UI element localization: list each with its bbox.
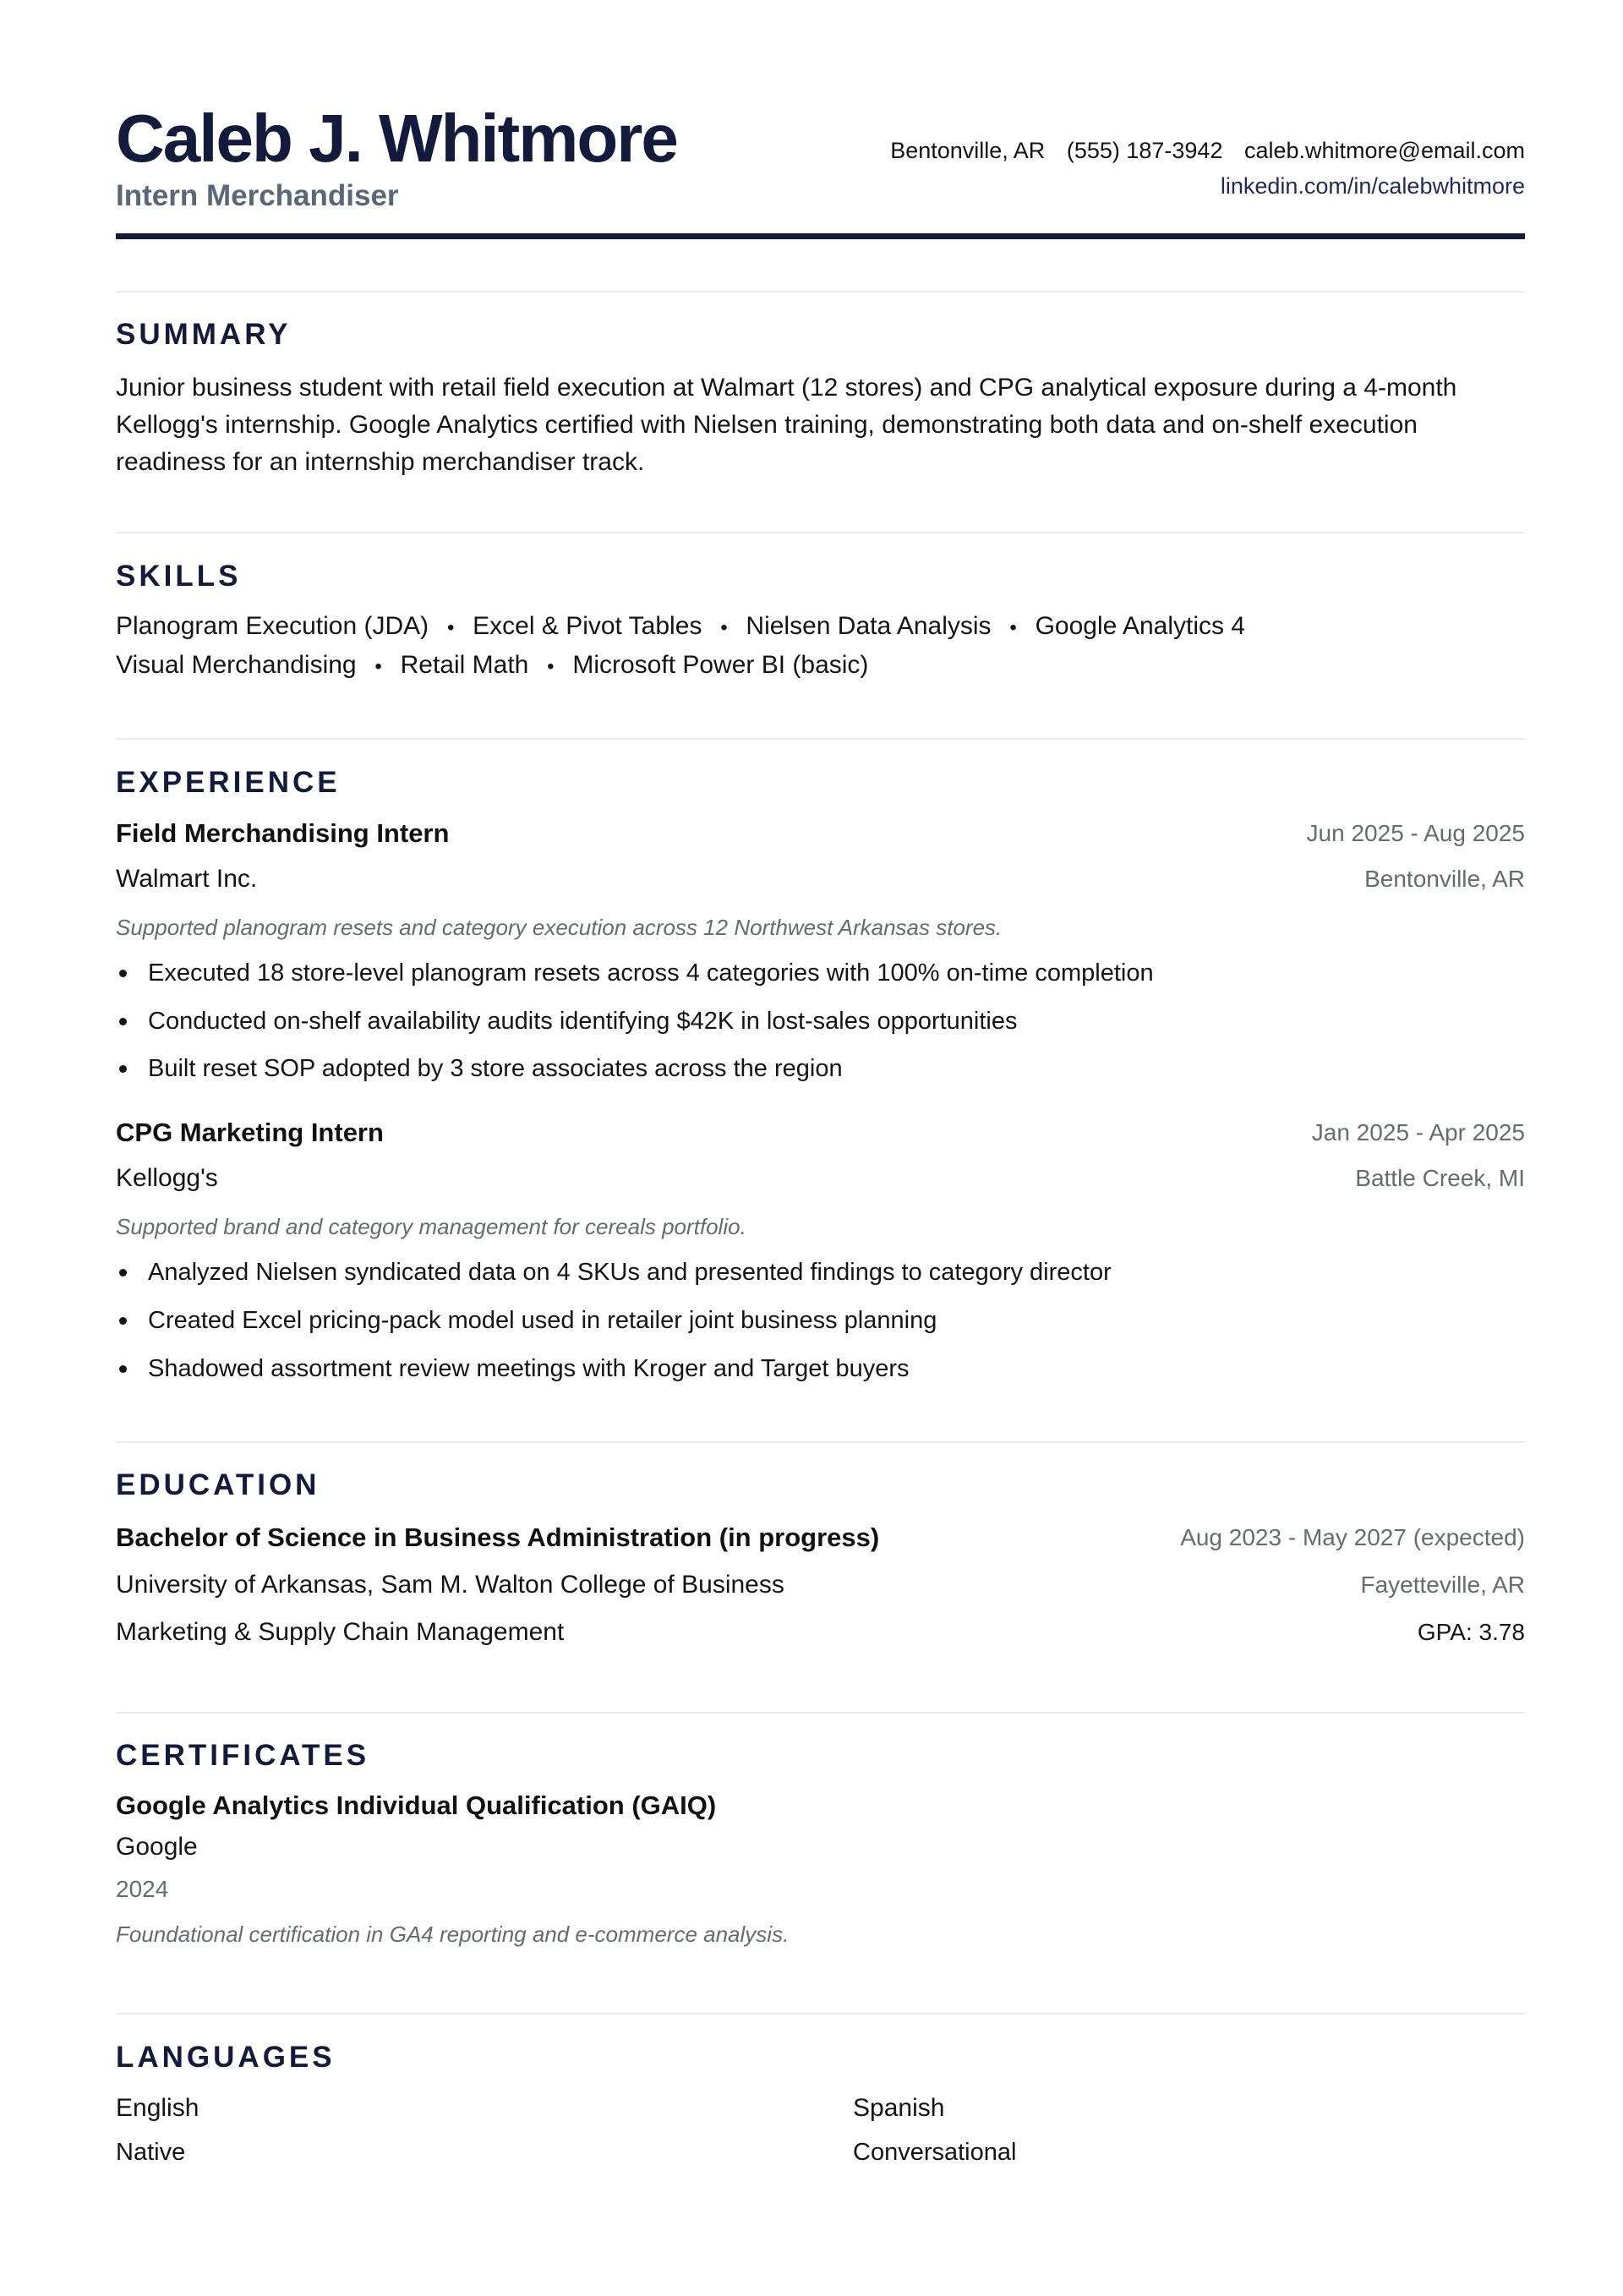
header-rule [116,233,1525,239]
candidate-title: Intern Merchandiser [116,179,399,212]
language-name: English [116,2094,199,2122]
experience-heading: EXPERIENCE [116,766,341,799]
education-heading: EDUCATION [116,1468,320,1501]
certificate-issuer: Google [116,1833,198,1861]
job-header-row [116,1114,1525,1151]
candidate-name: Caleb J. Whitmore [116,101,677,176]
section-divider [116,532,1525,533]
skill-item: Retail Math [400,651,529,679]
bullet-dot [119,970,127,977]
contact-email[interactable]: caleb.whitmore@email.com [1243,138,1525,163]
education-degree-row [116,1519,1525,1556]
skills-row-1 [116,610,1245,645]
linkedin-link[interactable]: linkedin.com/in/calebwhitmore [1220,173,1525,199]
certificate-name-row [116,1787,1525,1824]
certificate-name: Google Analytics Individual Qualification (GAIQ) [116,1790,717,1820]
section-divider [116,738,1525,740]
certificate-description: Foundational certification in GA4 reporting and e-commerce analysis. [116,1922,790,1947]
section-divider [116,291,1525,292]
resume-header [116,100,1525,243]
job-role: CPG Marketing Intern [116,1118,384,1147]
section-divider [116,1441,1525,1443]
education-school-row [116,1566,1525,1604]
language-name: Spanish [853,2094,945,2122]
certificate-issuer-row [116,1829,1525,1866]
job-header-row [116,815,1525,852]
skill-separator: • [720,616,728,639]
education-degree: Bachelor of Science in Business Administration (in progress) [116,1522,880,1552]
education-major: Marketing & Supply Chain Management [116,1618,565,1646]
bullet-dot [119,1065,127,1073]
job-company-row [116,861,1525,898]
job-description: Supported brand and category management for cereals portfolio. [116,1214,746,1239]
job-company-row [116,1160,1525,1197]
bullet-dot [119,1018,127,1025]
bullet-dot [119,1365,127,1373]
education-location: Fayetteville, AR [1360,1572,1525,1598]
job-dates: Jan 2025 - Apr 2025 [1311,1119,1525,1145]
education-gpa: GPA: 3.78 [1417,1619,1525,1645]
job-description: Supported planogram resets and category execution across 12 Northwest Arkansas stores. [116,915,1003,940]
certificate-year: 2024 [116,1876,169,1902]
education-dates: Aug 2023 - May 2027 (expected) [1180,1524,1525,1550]
summary-text: Junior business student with retail field execution at Walmart (12 stores) and CPG analytical exposure during a 4-month Kellogg's internship. Google Analytics certified with Nielsen training, demonstrating both data and on-shelf execution readiness for an internship merchandiser track. [116,374,1457,476]
languages-heading: LANGUAGES [116,2041,336,2074]
skill-separator: • [446,616,455,639]
job-company: Walmart Inc. [116,865,258,893]
skills-heading: SKILLS [116,560,242,593]
language-level: Native [116,2139,186,2166]
education-major-row [116,1614,1525,1651]
skills-row-2 [116,648,868,684]
contact-info [875,135,1525,166]
job-location: Bentonville, AR [1364,866,1525,892]
contact-phone: (555) 187-3942 [1066,138,1223,163]
education-school: University of Arkansas, Sam M. Walton College of Business [116,1571,784,1599]
skill-item: Excel & Pivot Tables [473,612,702,640]
skill-item: Nielsen Data Analysis [746,612,992,640]
certificates-heading: CERTIFICATES [116,1739,370,1772]
skill-separator: • [374,655,382,678]
contact-location: Bentonville, AR [890,138,1046,163]
skill-item: Microsoft Power BI (basic) [572,651,869,679]
job-role: Field Merchandising Intern [116,818,450,848]
skill-separator: • [547,655,555,678]
skill-item: Google Analytics 4 [1035,612,1246,640]
section-divider [116,1712,1525,1714]
job-company: Kellogg's [116,1164,218,1192]
language-level: Conversational [853,2139,1017,2166]
bullet-dot [119,1317,127,1325]
bullet-dot [119,1269,127,1276]
skill-separator: • [1009,616,1017,639]
skill-item: Planogram Execution (JDA) [116,612,429,640]
summary-heading: SUMMARY [116,318,292,351]
job-location: Battle Creek, MI [1355,1165,1525,1191]
certificate-year-row [116,1871,1525,1908]
skill-item: Visual Merchandising [116,651,357,679]
section-divider [116,2013,1525,2014]
job-dates: Jun 2025 - Aug 2025 [1306,820,1525,846]
